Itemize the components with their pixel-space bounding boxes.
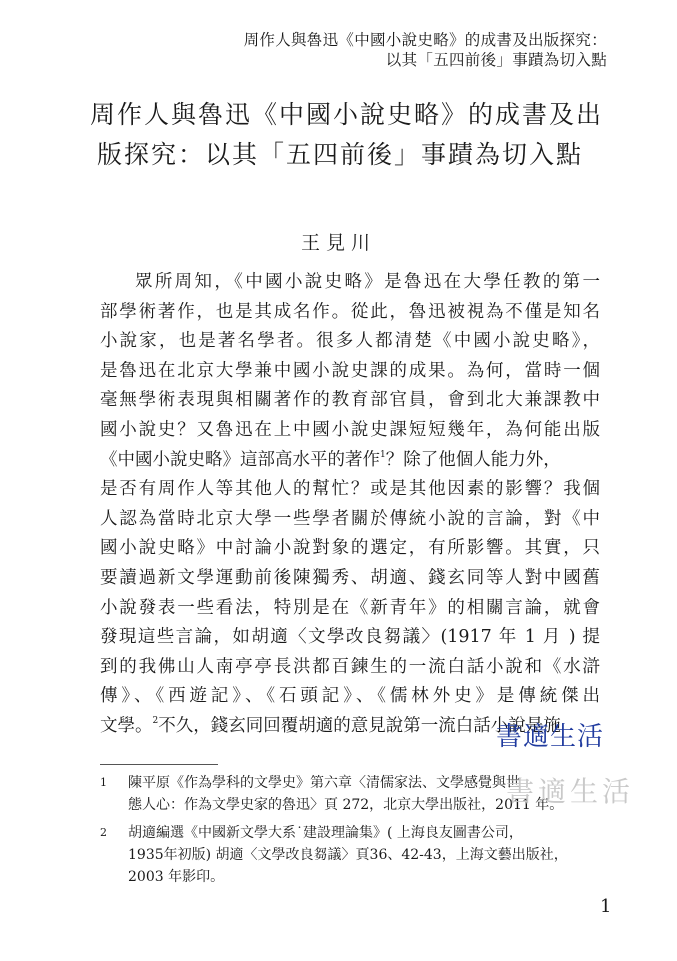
body-line: 到的我佛山人南亭亭長洪都百鍊生的一流白話小說和《水滸: [100, 656, 600, 677]
footnote-line: 胡適編選《中國新文學大系˙建設理論集》( 上海良友圖書公司，: [128, 825, 523, 841]
footnote-line: 態人心：作為文學史家的魯迅〉頁 272，北京大學出版社，2011 年。: [128, 797, 564, 813]
footnote-line: 2003 年影印。: [128, 869, 225, 885]
body-line: 眾所周知，《中國小說史略》是魯迅在大學任教的第一: [135, 272, 600, 292]
article-title-line-2: 版探究：以其「五四前後」事蹟為切入點: [96, 140, 583, 169]
footnote-ref-2[interactable]: 2: [152, 715, 159, 726]
body-line-text: 文學。: [100, 715, 153, 736]
author-name: 王見川: [300, 232, 376, 254]
running-header: [167, 30, 607, 70]
body-line: [100, 446, 600, 476]
body-line: 部學術著作，也是其成名作。從此，魯迅被視為不僅是知名: [100, 301, 600, 322]
footnote-2: [100, 822, 600, 888]
page-number: 1: [600, 896, 612, 917]
running-header-line-2: 以其「五四前後」事蹟為切入點: [385, 51, 607, 69]
body-line: 人認為當時北京大學一些學者關於傳統小說的言論，對《中: [100, 508, 600, 529]
footnote-mark: 2: [100, 826, 107, 839]
article-title-line-1: 周作人與魯迅《中國小說史略》的成書及出: [90, 100, 604, 129]
body-line: 發現這些言論，如胡適〈文學改良芻議〉(1917 年 1 月 ) 提: [100, 627, 600, 648]
watermark-logo: 書適生活: [496, 722, 605, 752]
article-title: [90, 95, 604, 175]
body-line: 是魯迅在北京大學兼中國小說史課的成果。為何，當時一個: [100, 360, 600, 381]
body-line: 傳》、《西遊記》、《石頭記》、《儒林外史》是傳統傑出: [100, 686, 600, 707]
footnote-line: 1935年初版) 胡適〈文學改良芻議〉頁36、42-43，上海文藝出版社，: [128, 847, 568, 863]
footnote-divider: [100, 764, 218, 765]
body-line: 是否有周作人等其他人的幫忙？或是其他因素的影響？我個: [100, 479, 600, 500]
footnote-mark: 1: [100, 776, 107, 789]
body-line: 毫無學術表現與相關著作的教育部官員，會到北大兼課教中: [100, 390, 600, 411]
running-header-line-1: 周作人與魯迅《中國小說史略》的成書及出版探究：: [243, 31, 607, 49]
body-line: 小說發表一些看法，特別是在《新青年》的相關言論，就會: [100, 597, 600, 618]
body-line: 國小說史略》中討論小說對象的選定，有所影響。其實，只: [100, 538, 600, 559]
body-line-text: 不久，錢玄同回覆胡適的意見說第一流白話小說是施: [158, 715, 561, 736]
body-line-text: ？除了他個人能力外，: [385, 449, 561, 470]
footnote-ref-1[interactable]: 1: [380, 449, 386, 460]
body-line: 小說家，也是著名學者。很多人都清楚《中國小說史略》，: [100, 331, 600, 352]
watermark-faint: 書適生活: [506, 775, 635, 808]
body-line: 要讀過新文學運動前後陳獨秀、胡適、錢玄同等人對中國舊: [100, 567, 600, 588]
body-paragraph: [100, 268, 600, 742]
body-line: 國小說史？又魯迅在上中國小說史課短短幾年，為何能出版: [100, 419, 600, 440]
body-line-text: 《中國小說史略》這部高水平的著作: [100, 449, 380, 470]
footnote-text: [128, 822, 600, 888]
footnote-line: 陳平原《作為學科的文學史》第六章〈清儒家法、文學感覺與世: [128, 775, 520, 791]
